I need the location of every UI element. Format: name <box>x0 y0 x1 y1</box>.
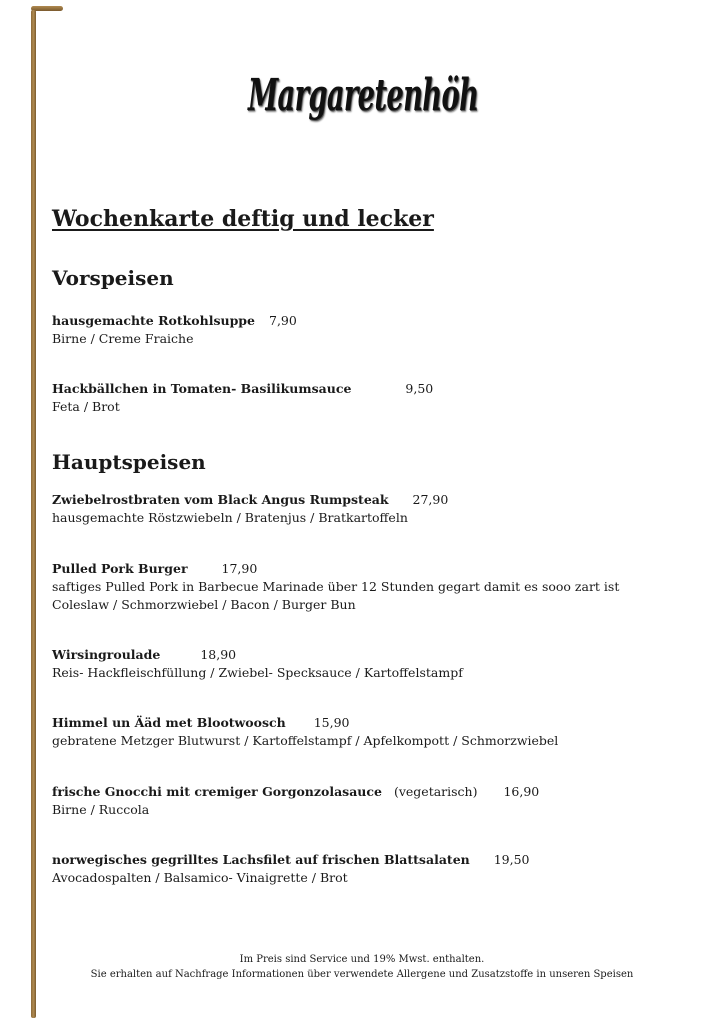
menu-item-price: 18,90 <box>200 647 237 662</box>
menu-item-price: 17,90 <box>221 561 258 576</box>
menu-item <box>52 312 692 348</box>
menu-item <box>52 646 692 682</box>
menu-item-description: saftiges Pulled Pork in Barbecue Marinade über 12 Stunden gegart damit es sooo zart ist <box>52 579 620 594</box>
menu-item-name: Himmel un Ääd met Blootwoosch <box>52 715 286 730</box>
menu-item-name: hausgemachte Rotkohlsuppe <box>52 313 256 328</box>
menu-item-name: Pulled Pork Burger <box>52 561 188 576</box>
footer-notice <box>40 952 684 982</box>
footer-vat-note: Im Preis sind Service und 19% Mwst. enthalten. <box>239 954 485 965</box>
menu-item-description: Reis- Hackfleischfüllung / Zwiebel- Specksauce / Kartoffelstampf <box>52 665 463 680</box>
menu-item-description: hausgemachte Röstzwiebeln / Bratenjus / Bratkartoffeln <box>52 510 408 525</box>
menu-item <box>52 783 692 819</box>
menu-item-description: Avocadospalten / Balsamico- Vinaigrette / Brot <box>52 870 348 885</box>
menu-item <box>52 491 692 527</box>
menu-item-price: 27,90 <box>412 492 449 507</box>
restaurant-logo: Margaretenhöh <box>247 70 479 121</box>
menu-item-price: 15,90 <box>313 715 350 730</box>
menu-item-description: Birne / Ruccola <box>52 802 150 817</box>
menu-item-price: 7,90 <box>269 313 297 328</box>
menu-item <box>52 851 692 887</box>
menu-item <box>52 380 692 416</box>
menu-item-price: 19,50 <box>493 852 530 867</box>
menu-item-name: Hackbällchen in Tomaten- Basilikumsauce <box>52 381 352 396</box>
footer-allergen-note: Sie erhalten auf Nachfrage Informationen über verwendete Allergene und Zusatzstoffe in unseren Speisen <box>90 969 634 980</box>
menu-item-description: gebratene Metzger Blutwurst / Kartoffelstampf / Apfelkompott / Schmorzwiebel <box>52 733 559 748</box>
section-heading-mains: Hauptspeisen <box>52 450 206 474</box>
menu-item <box>52 560 692 614</box>
menu-item-name: Wirsingroulade <box>52 647 161 662</box>
menu-item-price: 16,90 <box>503 784 540 799</box>
menu-item-name: frische Gnocchi mit cremiger Gorgonzolasauce <box>52 784 382 799</box>
menu-item-description: Coleslaw / Schmorzwiebel / Bacon / Burger Bun <box>52 597 356 612</box>
page-title: Wochenkarte deftig und lecker <box>52 206 434 232</box>
menu-item-name: Zwiebelrostbraten vom Black Angus Rumpsteak <box>52 492 389 507</box>
menu-item-price: 9,50 <box>405 381 434 396</box>
menu-item-note: (vegetarisch) <box>393 784 478 799</box>
menu-item-description: Birne / Creme Fraiche <box>52 331 194 346</box>
section-heading-starters: Vorspeisen <box>52 266 174 290</box>
menu-item-name: norwegisches gegrilltes Lachsfilet auf frischen Blattsalaten <box>52 852 470 867</box>
decorative-border-left <box>31 10 36 1018</box>
menu-item-description: Feta / Brot <box>52 399 120 414</box>
menu-item <box>52 714 692 750</box>
